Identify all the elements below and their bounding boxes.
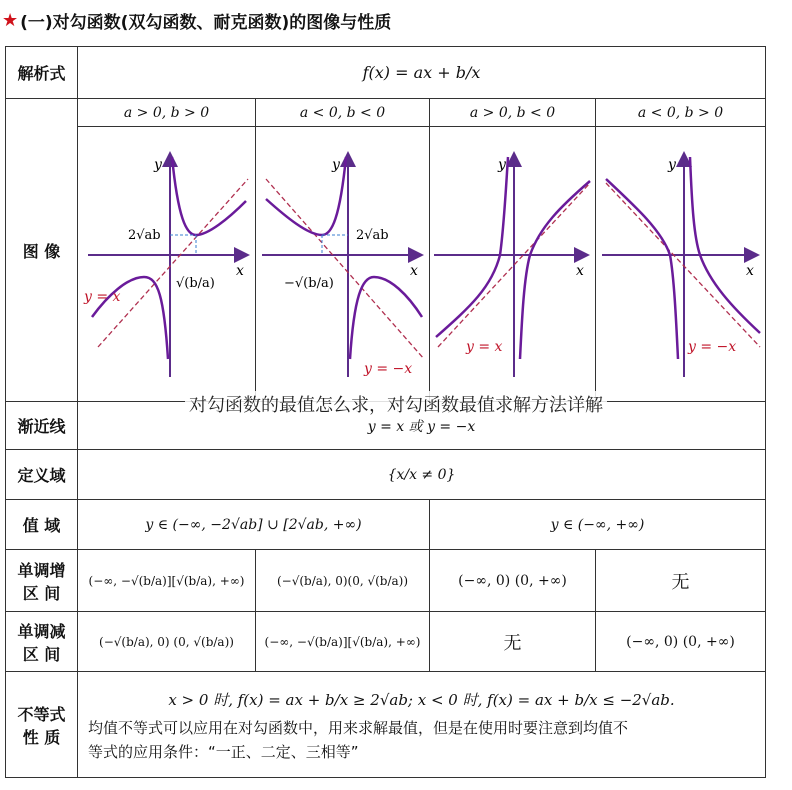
- max-x-label: −√(b/a): [284, 276, 334, 291]
- inc-cell-1: (−∞, −√(b/a)][√(b/a), +∞): [78, 550, 256, 612]
- star-icon: ★: [2, 9, 19, 31]
- header-increasing: [6, 550, 78, 612]
- asymptote-y-eq-neg-x: [266, 179, 424, 359]
- header-domain: 定义域: [6, 450, 78, 500]
- row-inequality: [6, 672, 766, 778]
- row-cases: [6, 99, 766, 127]
- graph-1: [78, 127, 256, 401]
- max-value-label: 2√ab: [356, 228, 389, 243]
- row-range: [6, 500, 766, 550]
- case-1: a > 0, b > 0: [78, 99, 256, 127]
- dec-cell-1: (−√(b/a), 0) (0, √(b/a)): [78, 612, 256, 672]
- asymptote-value: y = x 或 y = −x: [78, 402, 766, 450]
- curve-right-branch: [350, 277, 422, 359]
- y-label: y: [668, 157, 676, 173]
- graph-cell-3: [430, 127, 596, 402]
- row-increasing: [6, 550, 766, 612]
- watermark-text: 对勾函数的最值怎么求，对勾函数最值求解方法详解: [185, 391, 607, 417]
- header-graph: 图 像: [6, 99, 78, 402]
- header-range: 值 域: [6, 500, 78, 550]
- inequality-cell: [78, 672, 766, 778]
- row-decreasing: [6, 612, 766, 672]
- header-decreasing-line1: 单调减: [17, 621, 66, 641]
- header-increasing-line1: 单调增: [17, 560, 66, 580]
- header-increasing-line2: 区 间: [22, 583, 61, 603]
- inequality-note-1: 均值不等式可以应用在对勾函数中，用来求解最值，但是在使用时要注意到均值不: [88, 719, 629, 737]
- curve-left-branch: [606, 179, 678, 359]
- row-graphs: [6, 127, 766, 402]
- graph-cell-2: [256, 127, 430, 402]
- x-label: x: [410, 263, 418, 279]
- page-title: [2, 4, 391, 36]
- header-decreasing-line2: 区 间: [22, 644, 61, 664]
- header-asymptote: 渐近线: [6, 402, 78, 450]
- min-value-label: 2√ab: [128, 228, 161, 243]
- asymptote-label: y = −x: [364, 361, 413, 377]
- range-left: y ∈ (−∞, −2√ab] ∪ [2√ab, +∞): [78, 500, 430, 550]
- graph-4: [596, 127, 766, 401]
- range-right: y ∈ (−∞, +∞): [430, 500, 766, 550]
- case-4: a < 0, b > 0: [596, 99, 766, 127]
- graph-3: [430, 127, 596, 401]
- y-label: y: [332, 157, 340, 173]
- case-2: a < 0, b < 0: [256, 99, 430, 127]
- graph-cell-4: [596, 127, 766, 402]
- inc-cell-4: 无: [596, 550, 766, 612]
- domain-value: {x/x ≠ 0}: [78, 450, 766, 500]
- watermark-banner: [0, 384, 792, 424]
- curve-right-branch: [690, 157, 760, 333]
- curve-right-branch: [172, 157, 246, 235]
- y-label: y: [154, 157, 162, 173]
- dec-cell-4: (−∞, 0) (0, +∞): [596, 612, 766, 672]
- asymptote-label: y = −x: [688, 339, 737, 355]
- header-inequality-line2: 性 质: [22, 727, 61, 747]
- inequality-note-2: 等式的应用条件：“一正、二定、三相等”: [88, 743, 359, 761]
- inc-cell-2: (−√(b/a), 0)(0, √(b/a)): [256, 550, 430, 612]
- x-label: x: [576, 263, 584, 279]
- y-label: y: [498, 157, 506, 173]
- title-text: (一)对勾函数(双勾函数、耐克函数)的图像与性质: [20, 12, 392, 33]
- asymptote-label: y = x: [466, 339, 503, 355]
- header-expression: 解析式: [6, 47, 78, 99]
- min-x-label: √(b/a): [176, 276, 215, 291]
- asymptote-y-eq-x: [98, 179, 248, 347]
- row-domain: [6, 450, 766, 500]
- dec-cell-2: (−∞, −√(b/a)][√(b/a), +∞): [256, 612, 430, 672]
- header-inequality-line1: 不等式: [17, 704, 66, 724]
- dec-cell-3: 无: [430, 612, 596, 672]
- graph-cell-1: [78, 127, 256, 402]
- header-decreasing: [6, 612, 78, 672]
- inequality-formula: x > 0 时, f(x) = ax + b/x ≥ 2√ab; x < 0 时, f(x) = ax + b/x ≤ −2√ab.: [168, 691, 675, 709]
- inc-cell-3: (−∞, 0) (0, +∞): [430, 550, 596, 612]
- asymptote-label: y = x: [84, 289, 121, 305]
- case-3: a > 0, b < 0: [430, 99, 596, 127]
- graph-2: [256, 127, 430, 401]
- formula-text: f(x) = ax + b/x: [362, 63, 481, 82]
- row-expression: [6, 47, 766, 99]
- header-inequality: [6, 672, 78, 778]
- formula-cell: [78, 47, 766, 99]
- x-label: x: [746, 263, 754, 279]
- x-label: x: [236, 263, 244, 279]
